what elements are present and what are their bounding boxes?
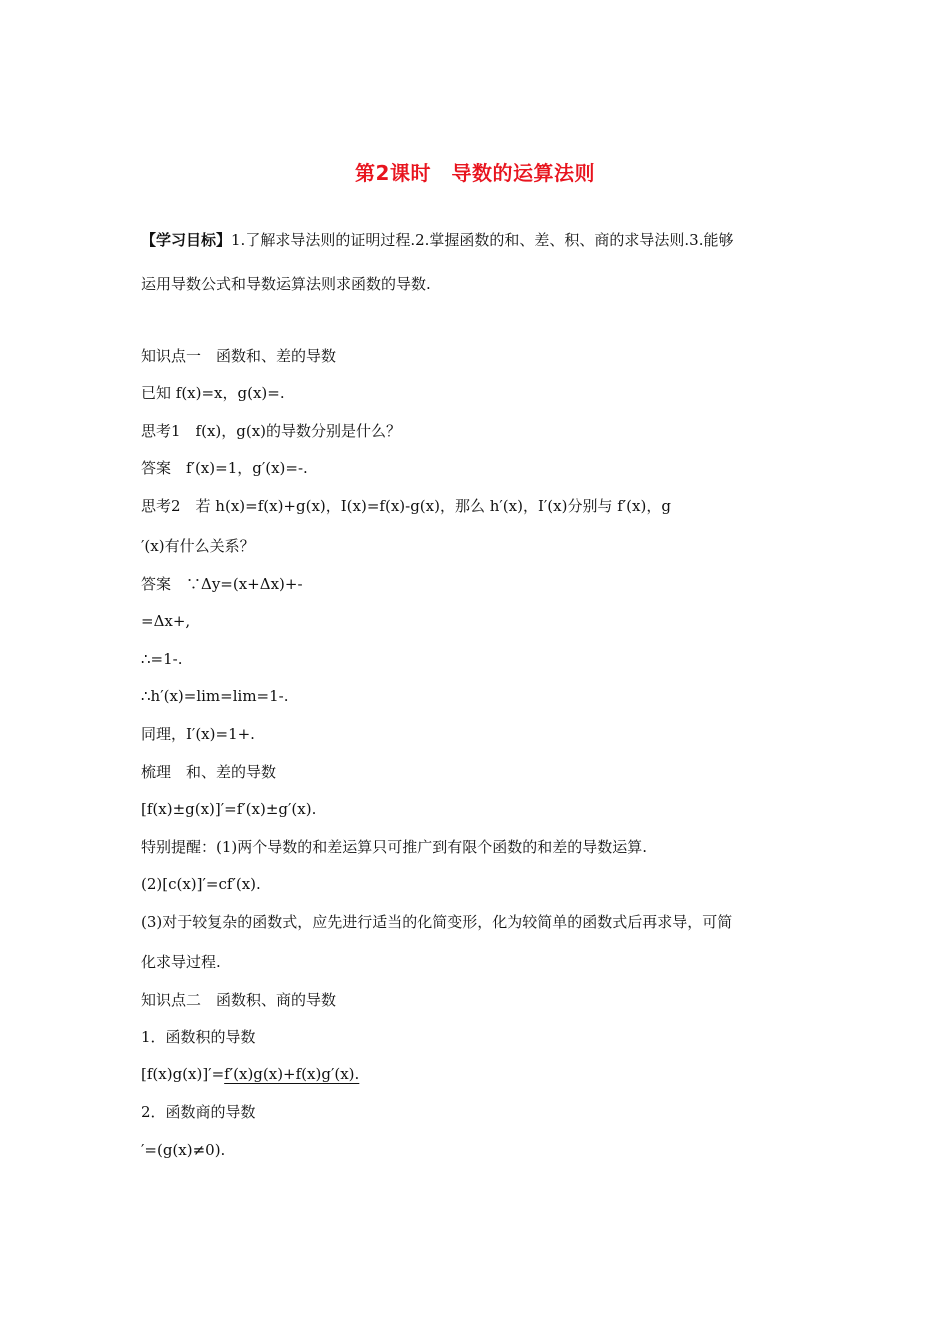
question-1: 思考1 f(x)，g(x)的导数分别是什么？ [141,422,402,440]
answer-2: 答案 ∵Δy=(x+Δx)+- [141,575,303,593]
text-line: 已知 f(x)=x，g(x)=. [141,384,285,402]
objectives-line-1 [141,230,734,250]
special-note-3-cont: 化求导过程. [141,953,221,971]
section-heading-1: 知识点一 函数和、差的导数 [141,347,337,365]
answer-1: 答案 f′(x)=1，g′(x)=-. [141,459,308,477]
quotient-rule-heading: 2．函数商的导数 [141,1103,256,1121]
special-note-3: (3)对于较复杂的函数式，应先进行适当的化简变形，化为较简单的函数式后再求导，可简 [141,913,733,931]
sum-rule: [f(x)±g(x)]′=f′(x)±g′(x). [141,800,317,818]
objectives-label: 【学习目标】 [141,231,232,249]
special-note-2: (2)[c(x)]′=cf′(x). [141,875,261,893]
summary-heading: 梳理 和、差的导数 [141,763,277,781]
objectives-text-1: 1.了解求导法则的证明过程.2.掌握函数的和、差、积、商的求导法则.3.能够 [231,231,734,249]
section-heading-2: 知识点二 函数积、商的导数 [141,991,337,1009]
question-2: 思考2 若 h(x)=f(x)+g(x)，I(x)=f(x)-g(x)，那么 h′(x)，I′(x)分别与 f′(x)，g [141,497,671,515]
quotient-rule: ′=(g(x)≠0). [141,1141,226,1159]
text-line: ∴=1-. [141,650,183,668]
question-2-cont: ′(x)有什么关系？ [141,537,255,555]
product-rule-lhs: [f(x)g(x)]′= [141,1065,225,1083]
objectives-line-2: 运用导数公式和导数运算法则求函数的导数. [141,275,431,293]
text-line: 同理，I′(x)=1+. [141,725,255,743]
text-line: ∴h′(x)=lim=lim=1-. [141,687,289,705]
product-rule-heading: 1．函数积的导数 [141,1028,256,1046]
product-rule [141,1064,359,1084]
page-title: 第2课时 导数的运算法则 [355,161,595,185]
product-rule-rhs: f′(x)g(x)+f(x)g′(x). [224,1065,360,1083]
text-line: =Δx+, [141,612,191,630]
special-note-1: 特别提醒：(1)两个导数的和差运算只可推广到有限个函数的和差的导数运算. [141,838,648,856]
